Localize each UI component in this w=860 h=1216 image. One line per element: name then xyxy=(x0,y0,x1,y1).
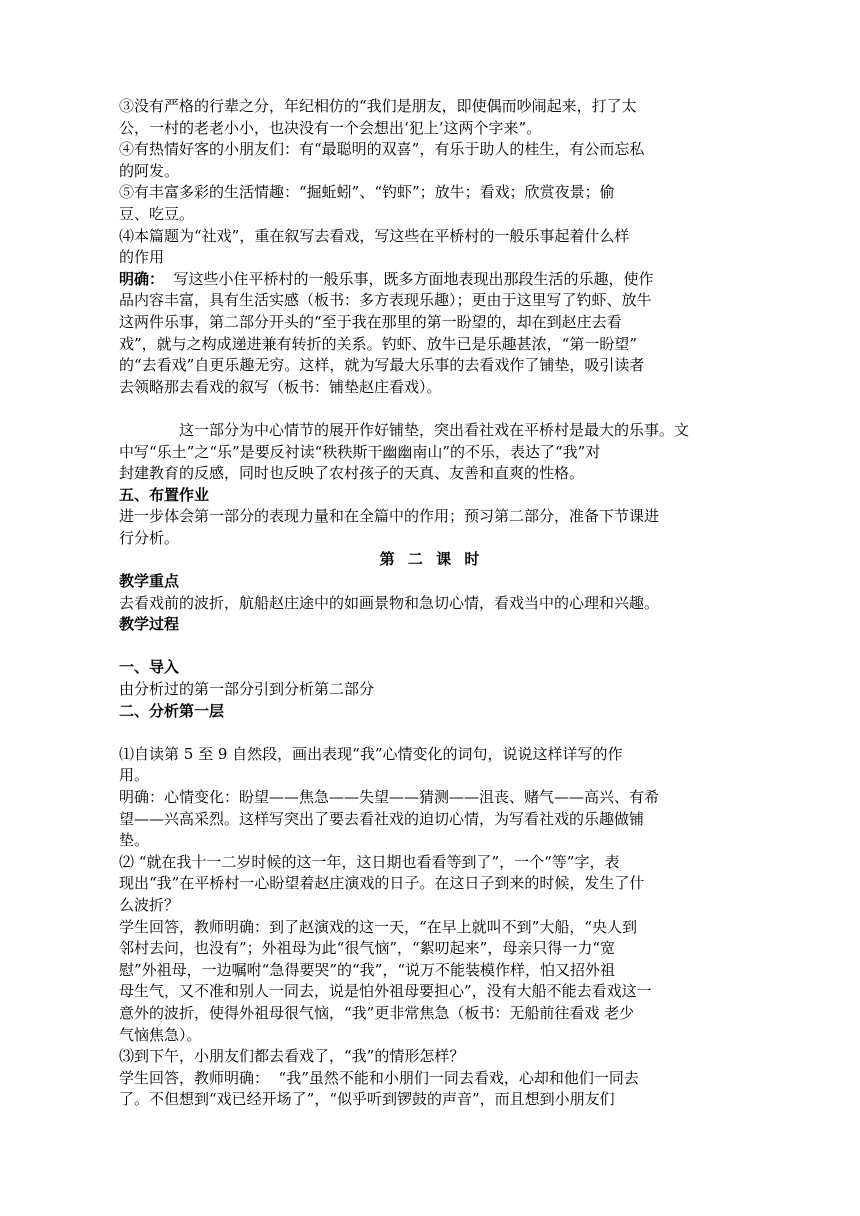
answer-2 xyxy=(119,917,744,1047)
text-line: 气恼焦急）。 xyxy=(119,1025,202,1044)
text-line: 学生回答，教师明确： xyxy=(119,1068,270,1087)
homework-text xyxy=(119,506,744,549)
text-line: 了。不但想到“戏已经开场了”，“似乎听到锣鼓的声音”，而且想到小朋友们 xyxy=(119,1090,615,1109)
text-line: ⑵ “就在我十一二岁时候的这一年，这日期也看看等到了”，一个“等”字，表 xyxy=(119,852,620,871)
text-line: “我”虽然不能和小朋们一同去看戏，心却和他们一同去 xyxy=(269,1068,639,1087)
text-line: 学生回答，教师明确：到了赵演戏的这一天，“在早上就叫不到”大船，“央人到 xyxy=(119,917,638,936)
answer-1 xyxy=(119,787,744,852)
text-line: 的“去看戏”自更乐趣无穷。这样，就为写最大乐事的去看戏作了铺垫，吸引读者 xyxy=(119,356,645,375)
intro-text: 由分析过的第一部分引到分析第二部分 xyxy=(119,680,375,699)
intro-heading: 一、导入 xyxy=(119,658,180,677)
text-line: 邻村去问，也没有”；外祖母为此“很气恼”，“絮叨起来”，母亲只得一力“宽 xyxy=(119,939,616,958)
paragraph-point-3 xyxy=(119,96,744,139)
text-line: 品内容丰富，具有生活实感（板书：多方表现乐趣）；更由于这里写了钓虾、放牛 xyxy=(119,291,652,310)
text-line: ⑤有丰富多彩的生活情趣：“掘蚯蚓”、“钓虾”；放牛；看戏；欣赏夜景；偷 xyxy=(119,183,615,202)
answer-3 xyxy=(119,1068,744,1111)
text-line: 戏”，就与之构成递进兼有转折的关系。钓虾、放牛已是乐趣甚浓，“第一盼望” xyxy=(119,334,638,353)
spacer xyxy=(119,636,744,658)
paragraph-point-4 xyxy=(119,139,744,182)
text-line: 中写“乐土”之“乐”是要反衬读“秩秩斯干幽幽南山”的不乐，表达了“我”对 xyxy=(119,442,601,461)
answer-4 xyxy=(119,269,744,399)
text-line: 公，一村的老老小小，也决没有一个会想出‘犯上’这两个字来”。 xyxy=(119,118,542,137)
document-page xyxy=(119,96,744,1111)
text-line: 垫。 xyxy=(119,831,150,850)
text-line: 封建教育的反感，同时也反映了农村孩子的天真、友善和直爽的性格。 xyxy=(119,464,585,483)
text-line: 望——兴高采烈。这样写突出了要去看社戏的迫切心情，为写看社戏的乐趣做铺 xyxy=(119,809,645,828)
text-line: ⑷本篇题为“社戏”，重在叙写去看戏，写这些在平桥村的一般乐事起着什么样 xyxy=(119,226,630,245)
text-line: 慰”外祖母，一边嘱咐“急得要哭”的“我”，“说万不能装模作样，怕又招外祖 xyxy=(119,960,616,979)
focus-text: 去看戏前的波折，航船赵庄途中的如画景物和急切心情，看戏当中的心理和兴趣。 xyxy=(119,593,660,612)
summary-paragraph xyxy=(119,420,744,485)
text-line: 母生气，又不准和别人一同去，说是怕外祖母要担心”，没有大船不能去看戏这一 xyxy=(119,982,652,1001)
paragraph-point-5 xyxy=(119,182,744,225)
text-line: 豆、吃豆。 xyxy=(119,204,195,223)
analysis-heading: 二、分析第一层 xyxy=(119,701,225,720)
answer-text: 写这些小住平桥村的一般乐事，既多方面地表现出那段生活的乐趣，使作 xyxy=(164,269,654,288)
text-line: 这一部分为中心情节的展开作好铺垫，突出看社戏在平桥村是最大的乐事。文 xyxy=(179,420,690,439)
text-line: 现出“我”在平桥村一心盼望着赵庄演戏的日子。在这日子到来的时候，发生了什 xyxy=(119,874,645,893)
lesson-title: 第 二 课 时 xyxy=(379,550,484,569)
text-line: 明确：心情变化：盼望——焦急——失望——猜测——沮丧、赌气——高兴、有希 xyxy=(119,788,660,806)
text-line xyxy=(119,269,744,291)
focus-heading: 教学重点 xyxy=(119,572,180,591)
text-line: ⑴自读第 5 至 9 自然段，画出表现“我”心情变化的词句，说说这样详写的作 xyxy=(119,744,623,763)
text-line: 的阿发。 xyxy=(119,161,180,180)
text-line: 行分析。 xyxy=(119,528,180,547)
text-line: ⑶到下午，小朋友们都去看戏了，“我”的情形怎样？ xyxy=(119,1047,465,1066)
text-line: 意外的波折，使得外祖母很气恼，“我”更非常焦急（板书：无船前往看戏 老少 xyxy=(119,1003,635,1022)
spacer xyxy=(119,722,744,744)
text-line: 用。 xyxy=(119,766,150,785)
process-heading: 教学过程 xyxy=(119,615,180,634)
homework-heading: 五、布置作业 xyxy=(119,485,210,504)
text-line: ③没有严格的行辈之分，年纪相仿的“我们是朋友，即使偶而吵闹起来，打了太 xyxy=(119,97,637,115)
question-1 xyxy=(119,744,744,787)
question-3 xyxy=(119,1046,744,1068)
question-4 xyxy=(119,226,744,269)
spacer xyxy=(119,398,744,420)
question-2 xyxy=(119,852,744,917)
answer-label: 明确： xyxy=(119,269,165,288)
text-line: 去领略那去看戏的叙写（板书：铺垫赵庄看戏）。 xyxy=(119,377,442,396)
text-line: 这两件乐事，第二部分开头的“至于我在那里的第一盼望的，却在到赵庄去看 xyxy=(119,312,622,331)
text-line: ④有热情好客的小朋友们：有“最聪明的双喜”，有乐于助人的桂生，有公而忘私 xyxy=(119,140,645,159)
text-line: 进一步体会第一部分的表现力量和在全篇中的作用；预习第二部分，准备下节课进 xyxy=(119,507,660,526)
text-line: 么波折？ xyxy=(119,895,180,914)
text-line: 的作用 xyxy=(119,248,165,267)
